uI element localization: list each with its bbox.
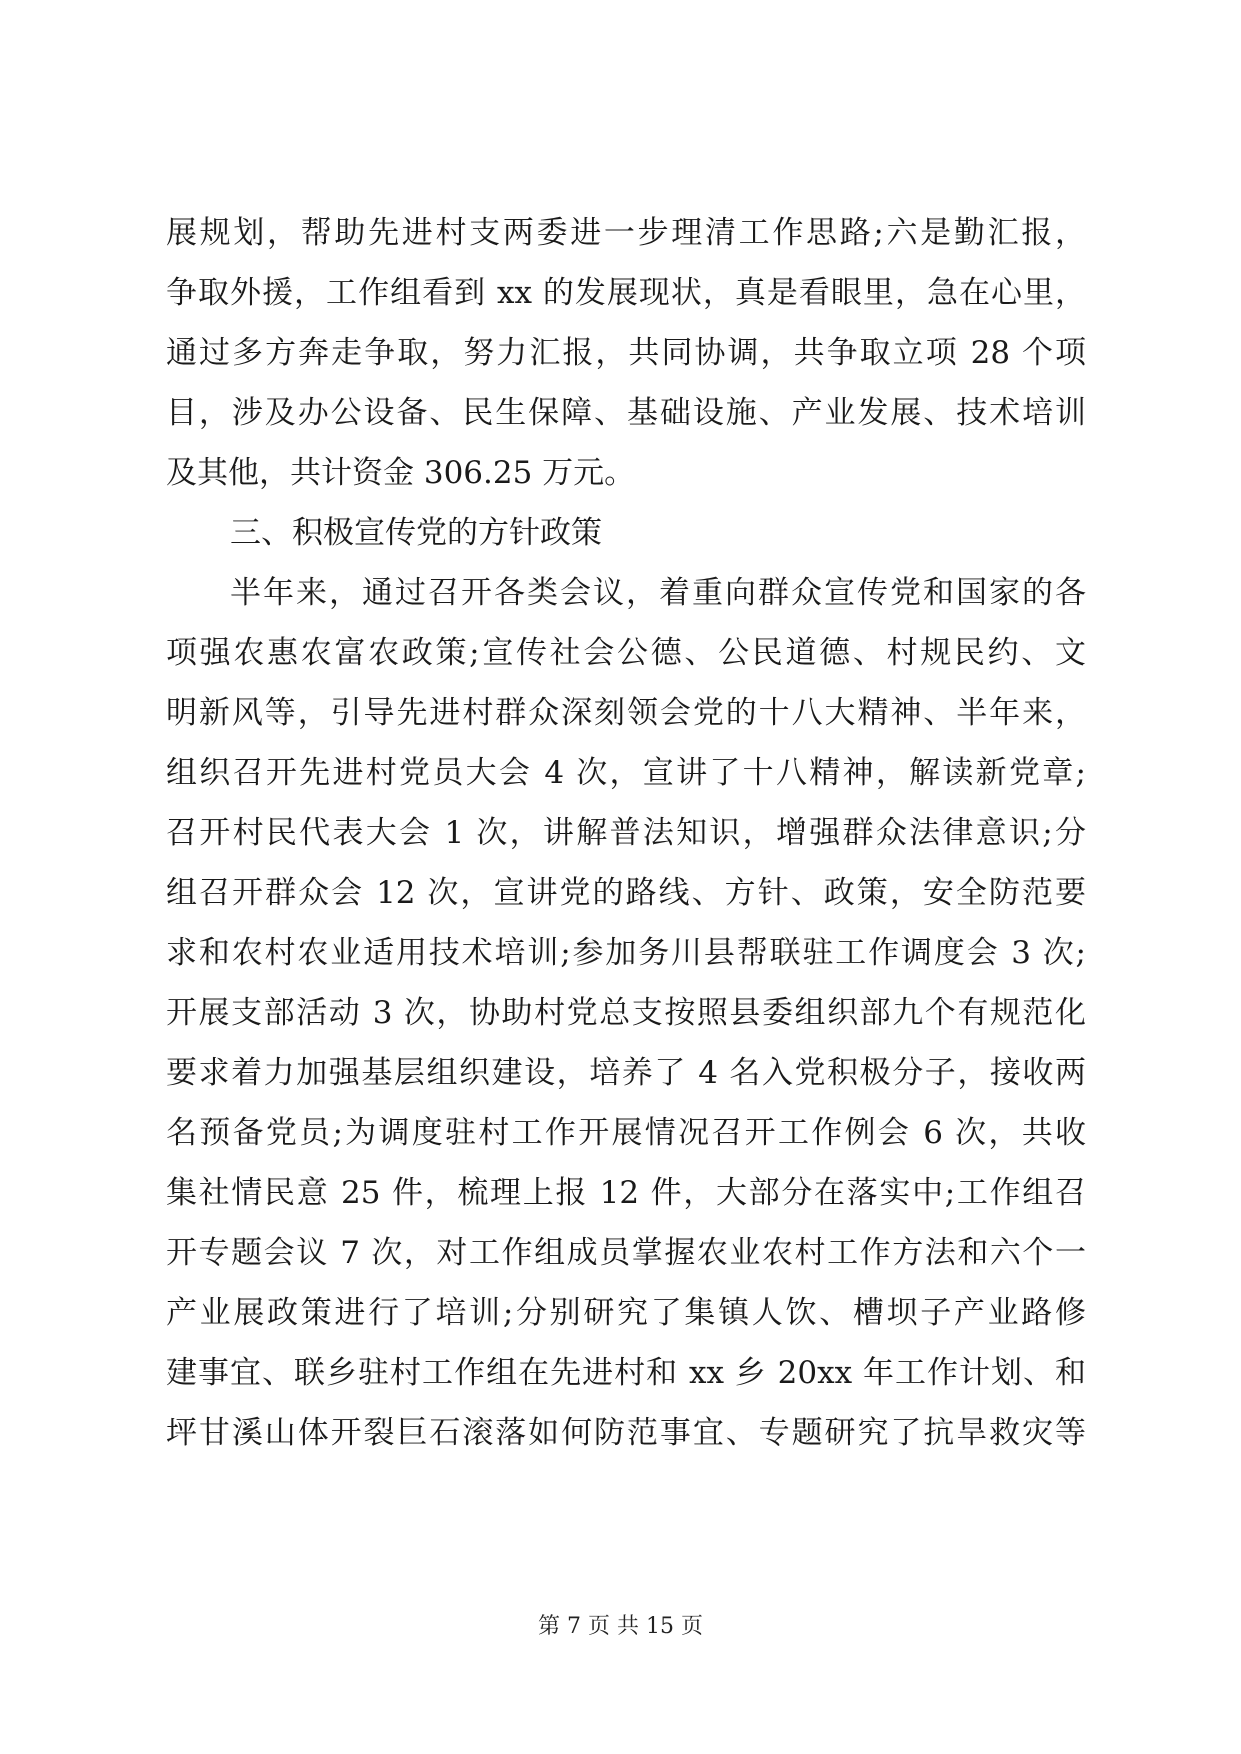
text-line: 项强农惠农富农政策;宣传社会公德、公民道德、村规民约、文 xyxy=(166,635,1086,671)
text-line: 目，涉及办公设备、民生保障、基础设施、产业发展、技术培训 xyxy=(166,395,1086,431)
text-line: 坪甘溪山体开裂巨石滚落如何防范事宜、专题研究了抗旱救灾等 xyxy=(166,1415,1086,1451)
text-line: 建事宜、联乡驻村工作组在先进村和 xx 乡 20xx 年工作计划、和 xyxy=(166,1355,1086,1391)
text-line: 求和农村农业适用技术培训;参加务川县帮联驻工作调度会 3 次; xyxy=(166,935,1086,971)
section-heading: 三、积极宣传党的方针政策 xyxy=(230,515,602,551)
text-line: 通过多方奔走争取，努力汇报，共同协调，共争取立项 28 个项 xyxy=(166,335,1086,371)
text-line: 展规划，帮助先进村支两委进一步理清工作思路;六是勤汇报， xyxy=(166,215,1086,251)
text-line: 产业展政策进行了培训;分别研究了集镇人饮、槽坝子产业路修 xyxy=(166,1295,1086,1331)
text-line: 集社情民意 25 件，梳理上报 12 件，大部分在落实中;工作组召 xyxy=(166,1175,1086,1211)
body-text xyxy=(166,203,1086,1463)
text-line: 及其他，共计资金 306.25 万元。 xyxy=(166,455,636,491)
page-number-footer: 第 7 页 共 15 页 xyxy=(538,1614,703,1639)
text-line: 组织召开先进村党员大会 4 次，宣讲了十八精神，解读新党章; xyxy=(166,755,1086,791)
text-line: 开专题会议 7 次，对工作组成员掌握农业农村工作方法和六个一 xyxy=(166,1235,1086,1271)
text-line: 召开村民代表大会 1 次，讲解普法知识，增强群众法律意识;分 xyxy=(166,815,1086,851)
text-line: 明新风等，引导先进村群众深刻领会党的十八大精神、半年来， xyxy=(166,695,1086,731)
text-line: 开展支部活动 3 次，协助村党总支按照县委组织部九个有规范化 xyxy=(166,995,1086,1031)
text-line: 要求着力加强基层组织建设，培养了 4 名入党积极分子，接收两 xyxy=(166,1055,1086,1091)
text-line: 组召开群众会 12 次，宣讲党的路线、方针、政策，安全防范要 xyxy=(166,875,1086,911)
text-line: 半年来，通过召开各类会议，着重向群众宣传党和国家的各 xyxy=(230,575,1086,611)
text-line: 争取外援，工作组看到 xx 的发展现状，真是看眼里，急在心里， xyxy=(166,275,1086,311)
text-line: 名预备党员;为调度驻村工作开展情况召开工作例会 6 次，共收 xyxy=(166,1115,1086,1151)
